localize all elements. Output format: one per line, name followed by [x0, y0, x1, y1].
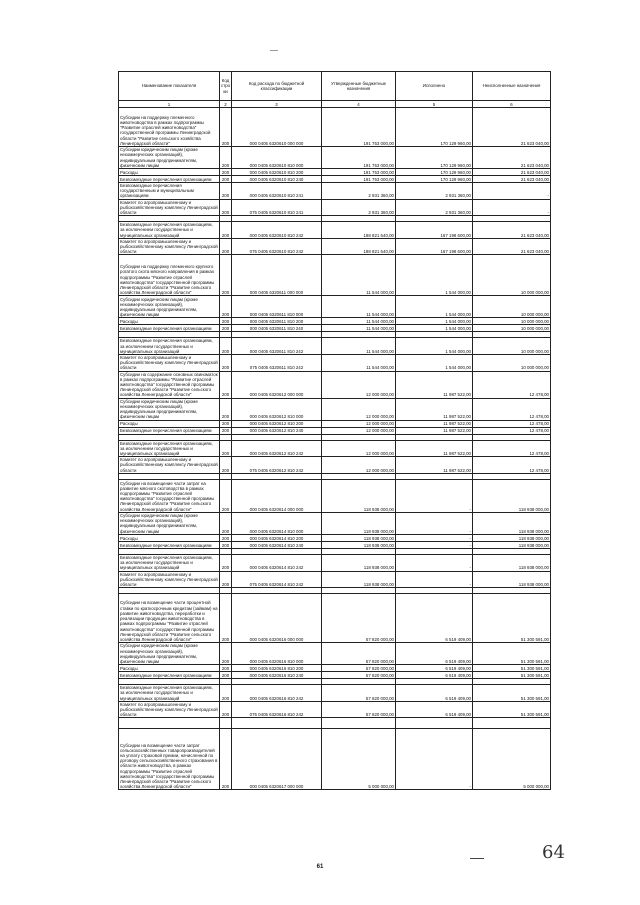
stamp-mark — [470, 858, 484, 859]
row-line-code: 200 — [220, 176, 232, 183]
row-classification-code: 000 0405 6320612 000 000 — [232, 371, 322, 398]
row-indicator-name: Субсидии юридическим лицам (кроме некоммерческих организаций), индивидуальным предпринимателям, физическим лицам — [119, 643, 220, 665]
table-row — [119, 427, 551, 434]
row-classification-code: 000 0405 6320611 810 240 — [232, 325, 322, 332]
row-line-code: 200 — [220, 371, 232, 398]
row-unexecuted-amount: - — [473, 199, 551, 216]
spacer-row — [119, 718, 551, 729]
row-approved-amount: 12 000 000,00 — [322, 371, 396, 398]
row-unexecuted-amount: 51 300 591,00 — [473, 594, 551, 643]
table-row — [119, 665, 551, 672]
table-header-row — [119, 72, 551, 101]
row-indicator-name: Расходы — [119, 420, 220, 427]
row-unexecuted-amount: 12 478,00 — [473, 427, 551, 434]
row-unexecuted-amount: 21 623 040,00 — [473, 108, 551, 147]
row-approved-amount: 12 000 000,00 — [322, 398, 396, 420]
row-approved-amount: 2 931 360,00 — [322, 183, 396, 200]
row-line-code: 200 — [220, 222, 232, 239]
table-row — [119, 479, 551, 512]
row-unexecuted-amount: 51 300 591,00 — [473, 701, 551, 718]
row-unexecuted-amount: 12 478,00 — [473, 457, 551, 474]
row-approved-amount: 2 931 360,00 — [322, 199, 396, 216]
table-row — [119, 338, 551, 355]
row-executed-amount: 2 931 360,00 — [396, 199, 473, 216]
row-approved-amount: 118 938 000,00 — [322, 571, 396, 588]
row-unexecuted-amount: 118 938 000,00 — [473, 534, 551, 541]
row-line-code: 200 — [220, 440, 232, 457]
row-line-code: 200 — [220, 594, 232, 643]
row-unexecuted-amount: 51 300 591,00 — [473, 643, 551, 665]
row-indicator-name: Безвозмездные перечисления организациям, за исключением государственных и муниципальных организаций — [119, 685, 220, 702]
row-indicator-name: Безвозмездные перечисления государственным и муниципальным организациям — [119, 183, 220, 200]
row-unexecuted-amount: 21 623 040,00 — [473, 238, 551, 255]
header-indicator-name: Наименование показателя — [119, 72, 220, 101]
row-approved-amount: 12 000 000,00 — [322, 420, 396, 427]
row-unexecuted-amount: 118 938 000,00 — [473, 541, 551, 548]
row-approved-amount: 191 753 000,00 — [322, 169, 396, 176]
table-row — [119, 355, 551, 372]
row-indicator-name: Комитет по агропромышленному и рыбохозяйственному комплексу Ленинградской области — [120, 355, 218, 371]
row-unexecuted-amount: 5 000 000,00 — [473, 729, 551, 790]
row-line-code: 200 — [220, 420, 232, 427]
row-unexecuted-amount: 51 300 591,00 — [473, 665, 551, 672]
spacer-cell — [322, 718, 396, 729]
row-classification-code: 000 0405 6320616 810 200 — [232, 665, 322, 672]
row-indicator-name: Субсидии на поддержку племенного крупного рогатого скота мясного направления в рамках подпрограммы "Развитие отраслей животноводства" государственной программы Ленинградской области "Развитие сельского хозяйства Ленинградской области" — [119, 255, 220, 296]
row-executed-amount: 167 198 600,00 — [396, 238, 473, 255]
row-line-code: 200 — [220, 318, 232, 325]
row-indicator-name: Безвозмездные перечисления организациям — [119, 325, 220, 332]
table-row — [119, 701, 551, 718]
row-classification-code: 000 0405 6320610 810 242 — [232, 222, 322, 239]
row-classification-code: 000 0405 6320611 810 000 — [232, 296, 322, 318]
row-indicator-name: Безвозмездные перечисления организациям, за исключением государственных и муниципальных организаций — [119, 222, 220, 239]
row-unexecuted-amount: 51 300 591,00 — [473, 685, 551, 702]
row-classification-code: 075 0405 6320614 810 242 — [232, 571, 322, 588]
row-indicator-name: Комитет по агропромышленному и рыбохозяйственному комплексу Ленинградской области — [120, 238, 218, 255]
row-indicator-name: Безвозмездные перечисления организациям, за исключением государственных и муниципальных организаций — [119, 554, 220, 571]
row-classification-code: 000 0405 6320616 810 242 — [232, 685, 322, 702]
row-unexecuted-amount: 21 623 040,00 — [473, 222, 551, 239]
row-line-code: 200 — [220, 147, 232, 169]
row-classification-code: 075 0405 6320611 810 242 — [232, 355, 322, 372]
row-line-code: 200 — [220, 398, 232, 420]
row-line-code: 200 — [220, 325, 232, 332]
row-executed-amount: 167 198 600,00 — [396, 222, 473, 239]
table-row — [119, 147, 551, 169]
row-executed-amount: 11 987 522,00 — [396, 371, 473, 398]
row-unexecuted-amount: 118 938 000,00 — [473, 512, 551, 534]
row-indicator-name: Субсидии на возмещение части затрат на развитие мясного скотоводства в рамках подпрограммы "Развитие отраслей животноводства" государственной программы Ленинградской области "Развитие сельского хозяйства Ленинградской области" — [119, 479, 220, 512]
row-line-code: 200 — [220, 685, 232, 702]
table-row — [119, 169, 551, 176]
table-row — [119, 371, 551, 398]
row-classification-code: 000 0405 6320617 000 000 — [232, 729, 322, 790]
row-executed-amount: 6 519 409,00 — [396, 701, 473, 718]
table-row — [119, 420, 551, 427]
row-indicator-name: Субсидии юридическим лицам (кроме некоммерческих организаций), индивидуальным предпринимателям, физическим лицам — [119, 296, 220, 318]
budget-execution-table — [118, 71, 551, 790]
row-unexecuted-amount: 10 000 000,00 — [473, 325, 551, 332]
row-unexecuted-amount: 12 478,00 — [473, 420, 551, 427]
row-approved-amount: 11 544 000,00 — [322, 355, 396, 372]
row-unexecuted-amount: 51 300 591,00 — [473, 672, 551, 679]
row-executed-amount: 170 129 960,00 — [396, 169, 473, 176]
row-executed-amount: - — [396, 534, 473, 541]
row-classification-code: 000 0405 6320612 810 242 — [232, 440, 322, 457]
row-classification-code: 000 0405 6320611 000 000 — [232, 255, 322, 296]
row-executed-amount: 11 987 522,00 — [396, 457, 473, 474]
row-classification-code: 000 0405 6320610 810 241 — [232, 183, 322, 200]
row-executed-amount: 11 987 522,00 — [396, 440, 473, 457]
column-number: 4 — [322, 101, 396, 108]
row-indicator-name: Безвозмездные перечисления организациям, за исключением государственных и муниципальных организаций — [119, 338, 220, 355]
row-executed-amount: 1 544 000,00 — [396, 325, 473, 332]
table-row — [119, 534, 551, 541]
row-classification-code: 000 0405 6320616 000 000 — [232, 594, 322, 643]
row-indicator-name: Субсидии на содержание основных свиноматок в рамках подпрограммы "Развитие отраслей животноводства" государственной программы Ленинградской области "Развитие сельского хозяйства Ленинградской области" — [120, 371, 218, 398]
row-classification-code: 000 0405 6320614 810 242 — [232, 554, 322, 571]
column-number: 5 — [396, 101, 473, 108]
row-executed-amount: 1 544 000,00 — [396, 338, 473, 355]
row-executed-amount: 170 129 960,00 — [396, 147, 473, 169]
row-unexecuted-amount: - — [473, 183, 551, 200]
row-executed-amount: 170 129 960,00 — [396, 176, 473, 183]
row-classification-code: 000 0405 6320614 000 000 — [232, 479, 322, 512]
row-line-code: 200 — [220, 457, 232, 474]
table-row — [119, 457, 551, 474]
row-executed-amount: 6 519 409,00 — [396, 685, 473, 702]
row-indicator-name: Безвозмездные перечисления организациям — [119, 672, 220, 679]
table-row — [119, 685, 551, 702]
row-line-code: 200 — [220, 169, 232, 176]
row-approved-amount: 118 938 000,00 — [322, 512, 396, 534]
row-line-code: 200 — [220, 338, 232, 355]
row-executed-amount: 1 544 000,00 — [396, 255, 473, 296]
row-line-code: 200 — [220, 701, 232, 718]
row-executed-amount: 1 544 000,00 — [396, 296, 473, 318]
row-line-code: 200 — [220, 534, 232, 541]
row-approved-amount: 57 820 000,00 — [322, 643, 396, 665]
spacer-cell — [232, 718, 322, 729]
table-row — [119, 238, 551, 255]
row-indicator-name: Комитет по агропромышленному и рыбохозяйственному комплексу Ленинградской области — [120, 457, 218, 473]
spacer-cell — [396, 718, 473, 729]
row-approved-amount: 191 753 000,00 — [322, 147, 396, 169]
row-classification-code: 000 0405 6320610 810 000 — [232, 147, 322, 169]
row-approved-amount: 118 938 000,00 — [322, 541, 396, 548]
row-line-code: 200 — [220, 672, 232, 679]
row-approved-amount: 191 753 000,00 — [322, 108, 396, 147]
row-approved-amount: 11 544 000,00 — [322, 255, 396, 296]
row-executed-amount: 170 129 960,00 — [396, 108, 473, 147]
row-indicator-name: Субсидии юридическим лицам (кроме некоммерческих организаций), индивидуальным предпринимателям, физическим лицам — [119, 398, 220, 420]
row-indicator-name: Безвозмездные перечисления организациям — [119, 541, 220, 548]
row-unexecuted-amount: 12 478,00 — [473, 371, 551, 398]
row-line-code: 200 — [220, 665, 232, 672]
row-line-code: 200 — [220, 199, 232, 216]
row-indicator-name: Субсидии юридическим лицам (кроме некоммерческих организаций), индивидуальным предпринимателям, физическим лицам — [119, 147, 220, 169]
table-row — [119, 318, 551, 325]
table-row — [119, 183, 551, 200]
row-indicator-name: Безвозмездные перечисления организациям — [119, 176, 220, 183]
row-approved-amount: 118 938 000,00 — [322, 479, 396, 512]
table-row — [119, 672, 551, 679]
row-approved-amount: 57 820 000,00 — [322, 685, 396, 702]
row-indicator-name: Расходы — [119, 169, 220, 176]
row-classification-code: 000 0405 6320612 810 240 — [232, 427, 322, 434]
row-line-code: 200 — [220, 512, 232, 534]
row-indicator-name: Комитет по агропромышленному и рыбохозяйственному комплексу Ленинградской области — [120, 199, 218, 216]
column-number: 2 — [220, 101, 232, 108]
handwritten-page-mark: 64 — [542, 842, 565, 863]
column-number: 1 — [119, 101, 220, 108]
row-executed-amount: 11 987 522,00 — [396, 420, 473, 427]
table-row — [119, 541, 551, 548]
row-indicator-name: Безвозмездные перечисления организациям — [119, 427, 220, 434]
row-classification-code: 000 0405 6320610 000 000 — [232, 108, 322, 147]
row-approved-amount: 5 000 000,00 — [322, 729, 396, 790]
row-unexecuted-amount: 12 478,00 — [473, 440, 551, 457]
row-unexecuted-amount: 10 000 000,00 — [473, 296, 551, 318]
column-number-row — [119, 101, 551, 108]
row-unexecuted-amount: 10 000 000,00 — [473, 338, 551, 355]
table-row — [119, 440, 551, 457]
row-classification-code: 000 0405 6320611 810 242 — [232, 338, 322, 355]
header-executed: Исполнено — [396, 72, 473, 101]
row-approved-amount: 191 753 000,00 — [322, 176, 396, 183]
header-line-code: Код стро ки — [220, 72, 232, 101]
table-row — [119, 729, 551, 790]
row-line-code: 200 — [220, 355, 232, 372]
row-approved-amount: 57 820 000,00 — [322, 665, 396, 672]
row-approved-amount: 188 821 640,00 — [322, 238, 396, 255]
column-number: 6 — [473, 101, 551, 108]
row-classification-code: 075 0405 6320610 810 241 — [232, 199, 322, 216]
row-line-code: 200 — [220, 643, 232, 665]
row-unexecuted-amount: 10 000 000,00 — [473, 355, 551, 372]
table-row — [119, 199, 551, 216]
row-executed-amount: - — [396, 479, 473, 512]
row-approved-amount: 11 544 000,00 — [322, 318, 396, 325]
row-unexecuted-amount: 118 938 000,00 — [473, 479, 551, 512]
page-number: 61 — [316, 864, 324, 870]
row-approved-amount: 12 000 000,00 — [322, 457, 396, 474]
row-line-code: 200 — [220, 255, 232, 296]
table-row — [119, 594, 551, 643]
row-executed-amount: - — [396, 512, 473, 534]
row-line-code: 200 — [220, 554, 232, 571]
row-line-code: 200 — [220, 238, 232, 255]
row-approved-amount: 57 820 000,00 — [322, 594, 396, 643]
table-row — [119, 554, 551, 571]
row-approved-amount: 11 544 000,00 — [322, 296, 396, 318]
row-classification-code: 000 0405 6320612 810 200 — [232, 420, 322, 427]
row-indicator-name: Комитет по агропромышленному и рыбохозяйственному комплексу Ленинградской области — [120, 571, 218, 587]
table-row — [119, 512, 551, 534]
row-classification-code: 000 0405 6320610 810 200 — [232, 169, 322, 176]
table-row — [119, 255, 551, 296]
row-executed-amount: 1 544 000,00 — [396, 355, 473, 372]
row-indicator-name: Комитет по агропромышленному и рыбохозяйственному комплексу Ленинградской области — [120, 701, 218, 718]
row-classification-code: 075 0405 6320616 810 242 — [232, 701, 322, 718]
row-line-code: 200 — [220, 571, 232, 588]
row-executed-amount: 6 519 409,00 — [396, 594, 473, 643]
table-row — [119, 176, 551, 183]
row-indicator-name: Субсидии юридическим лицам (кроме некоммерческих организаций), индивидуальным предпринимателям, физическим лицам — [119, 512, 220, 534]
row-indicator-name: Расходы — [119, 318, 220, 325]
row-approved-amount: 57 820 000,00 — [322, 672, 396, 679]
table-row — [119, 398, 551, 420]
table-row — [119, 643, 551, 665]
row-classification-code: 000 0405 6320614 810 200 — [232, 534, 322, 541]
row-approved-amount: 11 544 000,00 — [322, 338, 396, 355]
row-classification-code: 000 0405 6320614 810 000 — [232, 512, 322, 534]
row-executed-amount: 11 987 522,00 — [396, 398, 473, 420]
table-row — [119, 108, 551, 147]
row-classification-code: 000 0405 6320611 810 200 — [232, 318, 322, 325]
spacer-cell — [220, 718, 232, 729]
row-classification-code: 075 0405 6320612 810 242 — [232, 457, 322, 474]
row-line-code: 200 — [220, 183, 232, 200]
row-approved-amount: 12 000 000,00 — [322, 440, 396, 457]
row-approved-amount: 57 820 000,00 — [322, 701, 396, 718]
row-approved-amount: 11 544 000,00 — [322, 325, 396, 332]
row-line-code: 200 — [220, 729, 232, 790]
row-unexecuted-amount: 21 623 040,00 — [473, 147, 551, 169]
table-row — [119, 325, 551, 332]
row-indicator-name: Субсидии на поддержку племенного животноводства в рамках подпрограммы "Развитие отраслей животноводства" государственной программы Ленинградской области "Развитие сельского хозяйства Ленинградской области" — [119, 108, 220, 147]
row-executed-amount: 6 519 409,00 — [396, 665, 473, 672]
row-indicator-name: Субсидии на возмещение части затрат сельскохозяйственных товаропроизводителей на уплату страховой премии, начисленной по договору сельскохозяйственного страхования в области животноводства, в рамках подпрограммы "Развитие отраслей животноводства" государственной программы Ленинградской области "Развитие сельского хозяйства Ленинградской области" — [119, 729, 220, 790]
row-executed-amount: 6 519 409,00 — [396, 643, 473, 665]
row-classification-code: 000 0405 6320614 810 240 — [232, 541, 322, 548]
row-line-code: 200 — [220, 427, 232, 434]
row-indicator-name: Субсидии на возмещение части процентной ставки по краткосрочным кредитам (займам) на развитие животноводства, переработки и реализации продукции животноводства в рамках подпрограммы "Развитие отраслей животноводства" государственной программы Ленинградской области "Развитие сельского хозяйства Ленинградской области" — [119, 594, 220, 643]
row-unexecuted-amount: 118 938 000,00 — [473, 554, 551, 571]
spacer-cell — [119, 718, 220, 729]
header-budget-classification-code: Код расхода по бюджетной классификации — [232, 72, 322, 101]
row-classification-code: 000 0405 6320612 810 000 — [232, 398, 322, 420]
row-unexecuted-amount: 10 000 000,00 — [473, 318, 551, 325]
row-classification-code: 000 0405 6320616 810 000 — [232, 643, 322, 665]
header-approved-appropriations: Утвержденные бюджетные назначения — [322, 72, 396, 101]
row-indicator-name: Безвозмездные перечисления организациям, за исключением государственных и муниципальных организаций — [119, 440, 220, 457]
header-unexecuted-appropriations: Неисполненные назначения — [473, 72, 551, 101]
row-classification-code: 075 0405 6320610 810 242 — [232, 238, 322, 255]
column-number: 3 — [232, 101, 322, 108]
row-executed-amount: - — [396, 729, 473, 790]
row-line-code: 200 — [220, 108, 232, 147]
row-classification-code: 000 0405 6320616 810 240 — [232, 672, 322, 679]
row-approved-amount: 12 000 000,00 — [322, 427, 396, 434]
row-executed-amount: 2 931 360,00 — [396, 183, 473, 200]
row-executed-amount: 6 519 409,00 — [396, 672, 473, 679]
row-approved-amount: 118 938 000,00 — [322, 534, 396, 541]
row-classification-code: 000 0405 6320610 810 240 — [232, 176, 322, 183]
row-indicator-name: Расходы — [119, 534, 220, 541]
row-unexecuted-amount: 12 478,00 — [473, 398, 551, 420]
spacer-cell — [473, 718, 551, 729]
row-indicator-name: Расходы — [119, 665, 220, 672]
row-executed-amount: - — [396, 554, 473, 571]
table-row — [119, 222, 551, 239]
row-line-code: 200 — [220, 296, 232, 318]
row-approved-amount: 118 938 000,00 — [322, 554, 396, 571]
row-executed-amount: 11 987 522,00 — [396, 427, 473, 434]
table-body — [119, 108, 551, 790]
row-line-code: 200 — [220, 541, 232, 548]
row-unexecuted-amount: 10 000 000,00 — [473, 255, 551, 296]
table-row — [119, 296, 551, 318]
row-executed-amount: - — [396, 541, 473, 548]
row-unexecuted-amount: 21 623 040,00 — [473, 169, 551, 176]
table-row — [119, 571, 551, 588]
row-line-code: 200 — [220, 479, 232, 512]
row-unexecuted-amount: 21 623 040,00 — [473, 176, 551, 183]
row-executed-amount: - — [396, 571, 473, 588]
row-unexecuted-amount: 118 938 000,00 — [473, 571, 551, 588]
scan-speck — [270, 50, 278, 51]
row-approved-amount: 188 821 640,00 — [322, 222, 396, 239]
row-executed-amount: 1 544 000,00 — [396, 318, 473, 325]
